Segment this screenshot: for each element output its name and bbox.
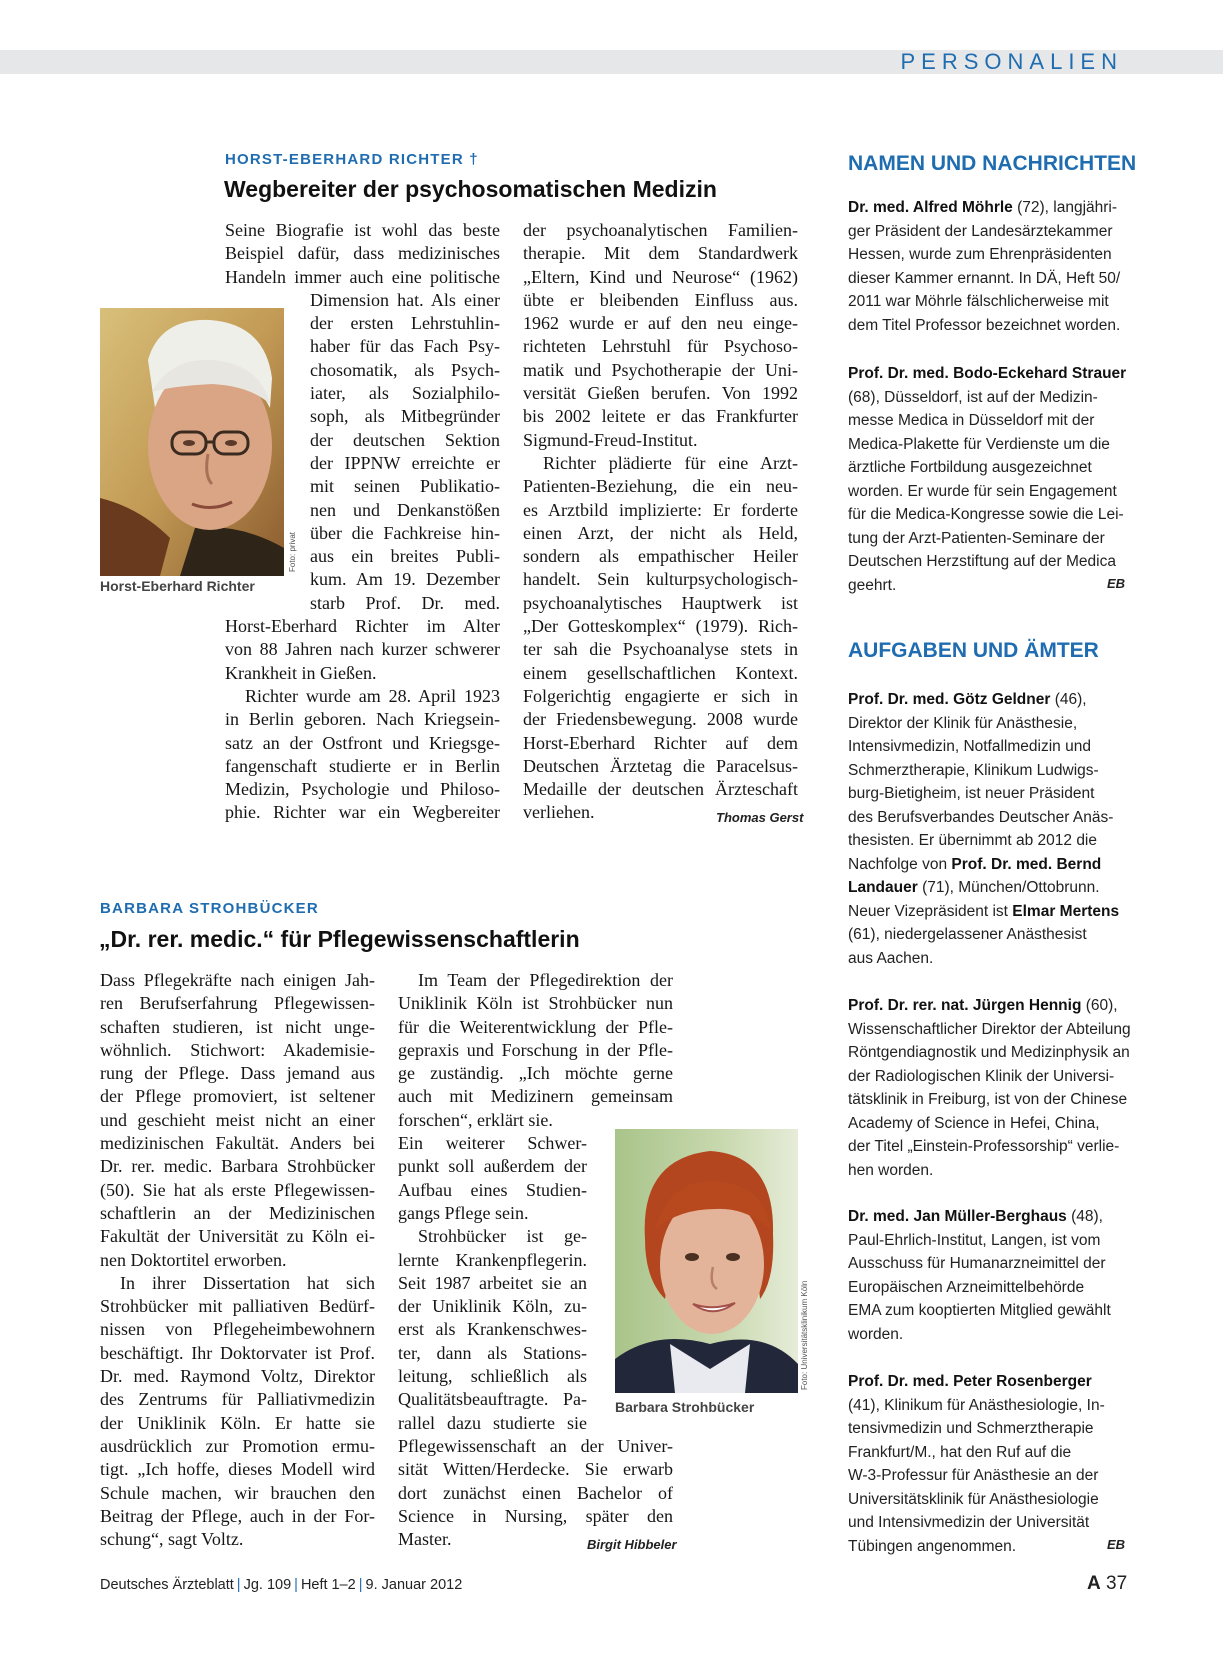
text-line: ter sah die Psychoanalyse stets in <box>523 639 798 660</box>
text-line: Nachfolge von <box>848 855 952 873</box>
text-line: Sigmund-Freud-Institut. <box>523 429 698 450</box>
text-line: EMA zum kooptierten Mitglied gewählt <box>848 1302 1111 1319</box>
issue: Heft 1–2 <box>300 1577 356 1593</box>
text-line: ge zuständig. „Ich möchte gerne <box>398 1063 673 1084</box>
text-line: nen und Denkanstößen <box>310 499 500 520</box>
text-line: „Der Gotteskomplex“ (1979). Rich- <box>523 616 798 637</box>
text-line: 2011 war Möhrle fälschlicherweise mit <box>848 293 1109 310</box>
text-line: Krankheit in Gießen. <box>225 662 377 683</box>
article1-photo-credit: Foto: privat <box>288 531 297 572</box>
text-line: gangs Pflege sein. <box>398 1202 529 1223</box>
text-line: sität Witten/Herdecke. Sie erwarb <box>398 1459 673 1480</box>
text-line: Schule machen, wir brauchen den <box>100 1482 375 1503</box>
text-line: dem Titel Professor bezeichnet worden. <box>848 316 1121 334</box>
sidebar-entry-mueller-berghaus <box>848 1205 1123 1346</box>
text-line: rallel dazu studierte sie <box>398 1412 587 1433</box>
text-line: Medaille der deutschen Ärzteschaft <box>523 779 798 800</box>
text-line: (48), <box>1066 1208 1103 1225</box>
article2-photo-caption: Barbara Strohbücker <box>615 1399 755 1415</box>
text-line: schaften studieren, ist nicht unge- <box>100 1016 375 1037</box>
text-line: Seit 1987 arbeitet sie an <box>398 1272 587 1293</box>
text-line: (60), <box>1081 997 1118 1014</box>
text-line: Im Team der Pflegedirektion der <box>418 970 673 990</box>
journal-name: Deutsches Ärzteblatt <box>100 1577 234 1593</box>
text-line: nen Doktortitel erworben. <box>100 1249 287 1270</box>
text-line: Deutschen Herzstiftung auf der Medica <box>848 553 1116 570</box>
separator: | <box>358 1577 363 1593</box>
text-line: ter, dann als Stations- <box>398 1342 587 1363</box>
text-line: fangenschaft studierte er in Berlin <box>225 755 500 776</box>
text-line: Paul-Ehrlich-Institut, Langen, ist vom <box>848 1231 1101 1249</box>
text-line: Richter wurde am 28. April 1923 <box>245 685 500 706</box>
text-line: Beispiel dafür, dass medizinisches <box>225 243 500 264</box>
text-line: der deutschen Sektion <box>310 429 500 450</box>
text-line: Dass Pflegekräfte nach einigen Jah- <box>100 970 375 990</box>
article2-author: Birgit Hibbeler <box>587 1537 677 1552</box>
text-line: der IPPNW erreichte er <box>310 452 500 473</box>
text-line: einem gesellschaftlichen Kontext. <box>523 662 798 683</box>
text-line: es Arztbild implizierte: Er forderte <box>523 499 798 520</box>
text-line: der Friedensbewegung. 2008 wurde <box>523 709 798 730</box>
text-line: medizinischen Fakultät. Anders bei <box>100 1133 375 1154</box>
text-line: der Titel „Einstein-Professorship“ verlie- <box>848 1138 1120 1155</box>
issue-date: 9. Januar 2012 <box>365 1577 463 1593</box>
text-line: Science in Nursing, später den <box>398 1505 673 1526</box>
text-line: Wissenschaftlicher Direktor der Abteilung <box>848 1020 1131 1038</box>
text-line: wöhnlich. Stichwort: Akademisie- <box>100 1039 375 1060</box>
text-line: Neuer Vizepräsident ist <box>848 902 1013 920</box>
text-line: forschen“, erklärt sie. <box>398 1109 553 1130</box>
text-line: tigt. „Ich hoffe, dieses Modell wird <box>100 1459 375 1480</box>
text-line: (50). Sie hat als erste Pflegewissen- <box>100 1179 375 1200</box>
article1-column-2 <box>523 219 798 825</box>
text-line: gepraxis und Forschung in der Pfle- <box>398 1039 673 1060</box>
text-line: Patienten-Beziehung, die ein neu- <box>523 476 798 497</box>
text-line: Aufbau eines Studien- <box>398 1179 587 1200</box>
separator: | <box>236 1577 241 1593</box>
text-line: hen worden. <box>848 1161 934 1179</box>
text-line: und geschieht meist nicht an einer <box>100 1109 375 1130</box>
text-line: richteten Lehrstuhl für Psychoso- <box>523 336 798 357</box>
text-line: punkt soll außerdem der <box>398 1156 587 1177</box>
text-line: Hessen, wurde zum Ehrenpräsidenten <box>848 246 1112 263</box>
text-line: von 88 Jahren nach kurzer schwerer <box>225 639 500 660</box>
text-line: satz an der Ostfront und Kriegsge- <box>225 732 500 753</box>
footer-citation <box>100 1577 462 1593</box>
page-number-value: 37 <box>1106 1573 1128 1594</box>
text-line: matik und Psychotherapie der Uni- <box>523 359 798 380</box>
text-line: nissen von Pflegeheimbewohnern <box>100 1319 375 1340</box>
text-line: versität Gießen berufen. Von 1992 <box>523 383 798 404</box>
person-name: Dr. med. Alfred Möhrle <box>848 199 1013 216</box>
text-line: für die Medica-Kongresse sowie die Lei- <box>848 506 1124 523</box>
text-line: schung“, sagt Voltz. <box>100 1529 244 1550</box>
article1-headline: Wegbereiter der psychosomatischen Medizin <box>224 176 717 202</box>
text-line: thesisten. Er übernimmt ab 2012 die <box>848 832 1097 849</box>
text-line: ren Berufserfahrung Pflegewissen- <box>100 993 375 1014</box>
text-line: Strohbücker ist ge- <box>418 1226 587 1247</box>
text-line: Uniklinik Köln ist Strohbücker nun <box>398 993 673 1014</box>
text-line: Strohbücker mit palliativen Bedürf- <box>100 1296 375 1317</box>
article2-headline: „Dr. rer. medic.“ für Pflegewissenschaftlerin <box>99 926 580 952</box>
text-line: dieser Kammer ernannt. In DÄ, Heft 50/ <box>848 269 1121 287</box>
text-line: (41), Klinikum für Anästhesiologie, In- <box>848 1396 1105 1414</box>
person-name: Prof. Dr. med. Bodo-Eckehard Strauer <box>848 365 1127 382</box>
text-line: Dr. med. Raymond Voltz, Direktor <box>100 1366 375 1387</box>
text-line: tensivmedizin und Schmerztherapie <box>848 1420 1094 1437</box>
article1-column-1 <box>225 219 500 825</box>
text-line: soph, als Mitbegründer <box>310 406 500 427</box>
sidebar-entry-strauer <box>848 362 1127 597</box>
text-line: über die Fachkreise hin- <box>310 522 500 543</box>
text-line: Dr. rer. medic. Barbara Strohbücker <box>100 1156 375 1177</box>
text-line: lernte Krankenpflegerin. <box>398 1249 587 1270</box>
text-line: „Eltern, Kind und Neurose“ (1962) <box>523 266 798 287</box>
text-line: 1962 wurde er auf den neu einge- <box>523 313 798 334</box>
text-line: beschäftigt. Ihr Doktorvater ist Prof. <box>100 1342 375 1363</box>
person-name: Prof. Dr. rer. nat. Jürgen Hennig <box>848 997 1082 1014</box>
text-line: tätsklinik in Freiburg, ist von der Chinese <box>848 1091 1128 1108</box>
text-line: Qualitätsbeauftragte. Pa- <box>398 1389 587 1410</box>
text-line: der Pflege promoviert, ist seltener <box>100 1086 375 1107</box>
text-line: Pflegewissenschaft an der Univer- <box>398 1435 673 1456</box>
text-line: ger Präsident der Landesärztekammer <box>848 222 1113 240</box>
separator: | <box>294 1577 298 1593</box>
text-line: worden. Er wurde für sein Engagement <box>848 482 1117 500</box>
text-line: Schmerztherapie, Klinikum Ludwigs- <box>848 761 1099 779</box>
text-line: Intensivmedizin, Notfallmedizin und <box>848 738 1091 755</box>
text-line: Folgerichtig engagierte er sich in <box>523 685 798 706</box>
section-label: PERSONALIEN <box>900 49 1123 74</box>
text-line: Dimension hat. Als einer <box>310 289 500 310</box>
text-line: messe Medica in Düsseldorf mit der <box>848 412 1095 429</box>
text-line: Universitätsklinik für Anästhesiologie <box>848 1490 1099 1508</box>
text-line: verliehen. <box>523 802 595 823</box>
sidebar-heading-aufgaben-und-aemter: AUFGABEN UND ÄMTER <box>848 639 1099 662</box>
text-line: des Berufsverbandes Deutscher Anäs- <box>848 808 1114 826</box>
text-line: Medica-Plakette für Verdienste um die <box>848 435 1110 453</box>
text-line: des Zentrums für Palliativmedizin <box>100 1389 375 1410</box>
text-line: Horst-Eberhard Richter auf dem <box>523 732 798 753</box>
article1-author: Thomas Gerst <box>716 810 804 825</box>
sidebar-signature: EB <box>1107 576 1126 591</box>
sidebar-entry-rosenberger <box>848 1370 1126 1558</box>
text-line: (68), Düsseldorf, ist auf der Medizin- <box>848 388 1098 406</box>
text-line: iater, als Sozialphilo- <box>310 383 500 404</box>
text-line: mit seinen Publikatio- <box>310 476 500 497</box>
article1-photo-caption: Horst-Eberhard Richter <box>100 578 255 594</box>
text-line: Ausschuss für Humanarzneimittel der <box>848 1255 1106 1272</box>
text-line: Direktor der Klinik für Anästhesie, <box>848 714 1078 732</box>
text-line: Ein weiterer Schwer- <box>398 1133 587 1154</box>
text-line: ärztliche Fortbildung ausgezeichnet <box>848 459 1092 476</box>
text-line: leitung, schließlich als <box>398 1366 587 1387</box>
article1-kicker: HORST-EBERHARD RICHTER † <box>225 151 479 168</box>
text-line: Richter plädierte für eine Arzt- <box>543 452 798 473</box>
sidebar-entry-moehrle <box>848 196 1123 337</box>
text-line: sondern als empathischer Heiler <box>523 546 798 567</box>
text-line: bis 2002 leitete er das Frankfurter <box>523 406 798 427</box>
text-line: rung der Pflege. Dass jemand aus <box>100 1063 375 1084</box>
sidebar-entry-geldner <box>848 688 1123 970</box>
person-name: Prof. Dr. med. Peter Rosenberger <box>848 1373 1092 1390</box>
text-line: (71), München/Ottobrunn. <box>917 879 1100 896</box>
text-line: starb Prof. Dr. med. <box>310 592 500 613</box>
page-prefix: A <box>1087 1573 1101 1594</box>
text-line: Tübingen angenommen. <box>848 1537 1017 1555</box>
text-line: therapie. Mit dem Standardwerk <box>523 243 798 264</box>
text-line: erst als Krankenschwes- <box>398 1319 587 1340</box>
text-line: Handeln immer auch eine politische <box>225 266 500 287</box>
page-number <box>1087 1573 1127 1595</box>
article2-column-1 <box>100 969 375 1551</box>
barbara-strohbuecker-photo <box>615 1129 798 1393</box>
text-line: übte er bleibenden Einfluss aus. <box>523 289 798 310</box>
text-line: (61), niedergelassener Anästhesist <box>848 926 1087 943</box>
text-line: Academy of Science in Hefei, China, <box>848 1114 1100 1132</box>
text-line: für die Weiterentwicklung der Pfle- <box>398 1016 673 1037</box>
sidebar-entry-hennig <box>848 994 1131 1182</box>
text-line: Seine Biografie ist wohl das beste <box>225 220 500 240</box>
text-line: der Uniklinik Köln, zu- <box>398 1296 587 1317</box>
text-line: Medizin, Psychologie und Philoso- <box>225 779 500 800</box>
text-line: geehrt. <box>848 576 897 594</box>
text-line: einen Arzt, der nicht als Held, <box>523 522 798 543</box>
text-line: In ihrer Dissertation hat sich <box>120 1272 375 1293</box>
text-line: der Uniklinik Köln. Er hatte sie <box>100 1412 375 1433</box>
text-line: Horst-Eberhard Richter im Alter <box>225 616 500 637</box>
text-line: Master. <box>398 1529 452 1550</box>
sidebar-heading-namen-und-nachrichten: NAMEN UND NACHRICHTEN <box>848 152 1137 175</box>
sidebar-signature: EB <box>1107 1537 1126 1552</box>
text-line: Fakultät der Universität zu Köln ei- <box>100 1226 375 1247</box>
text-line: (46), <box>1050 691 1087 708</box>
text-line: in Berlin geboren. Nach Kriegsein- <box>225 709 500 730</box>
text-line: kum. Am 19. Dezember <box>310 569 500 590</box>
text-line: phie. Richter war ein Wegbereiter <box>225 802 500 823</box>
person-name: Landauer <box>848 879 918 896</box>
text-line: und Intensivmedizin der Universität <box>848 1514 1090 1531</box>
article2-photo-credit: Foto: Universitätsklinikum Köln <box>800 1280 809 1390</box>
volume: Jg. 109 <box>243 1577 292 1593</box>
text-line: auch mit Medizinern gemeinsam <box>398 1086 673 1107</box>
article2-kicker: BARBARA STROHBÜCKER <box>100 900 319 917</box>
text-line: der psychoanalytischen Familien- <box>523 220 798 240</box>
text-line: worden. <box>848 1325 904 1343</box>
text-line: schaftlerin an der Medizinischen <box>100 1202 375 1223</box>
text-line: tung der Arzt-Patienten-Seminare der <box>848 529 1105 547</box>
person-name: Elmar Mertens <box>1012 902 1120 920</box>
text-line: aus ein breites Publi- <box>310 546 500 567</box>
text-line: Frankfurt/M., hat den Ruf auf die <box>848 1443 1072 1461</box>
text-line: chosomatik, als Psych- <box>310 359 500 380</box>
text-line: haber für das Fach Psy- <box>310 336 500 357</box>
text-line: ausdrücklich zur Promotion ermu- <box>100 1435 375 1456</box>
person-name: Prof. Dr. med. Götz Geldner <box>848 691 1051 708</box>
text-line: der Radiologischen Klinik der Universi- <box>848 1067 1115 1085</box>
text-line: W-3-Professur für Anästhesie an der <box>848 1467 1099 1484</box>
text-line: Europäischen Arzneimittelbehörde <box>848 1278 1085 1296</box>
text-line: der ersten Lehrstuhlin- <box>310 313 500 334</box>
text-line: handelt. Sein kulturpsychologisch- <box>523 569 798 590</box>
text-line: Röntgendiagnostik und Medizinphysik an <box>848 1044 1130 1061</box>
text-line: Beitrag der Pflege, auch in der For- <box>100 1505 375 1526</box>
text-line: Deutschen Ärztetag die Paracelsus- <box>523 755 798 776</box>
text-line: psychoanalytisches Hauptwerk ist <box>523 592 798 613</box>
text-line: dort zunächst einen Bachelor of <box>398 1482 673 1503</box>
text-line: aus Aachen. <box>848 949 934 967</box>
person-name: Dr. med. Jan Müller-Berghaus <box>848 1208 1067 1225</box>
text-line: (72), langjähri- <box>1012 199 1118 216</box>
text-line: burg-Bietigheim, ist neuer Präsident <box>848 785 1095 802</box>
person-name: Prof. Dr. med. Bernd <box>951 855 1102 873</box>
